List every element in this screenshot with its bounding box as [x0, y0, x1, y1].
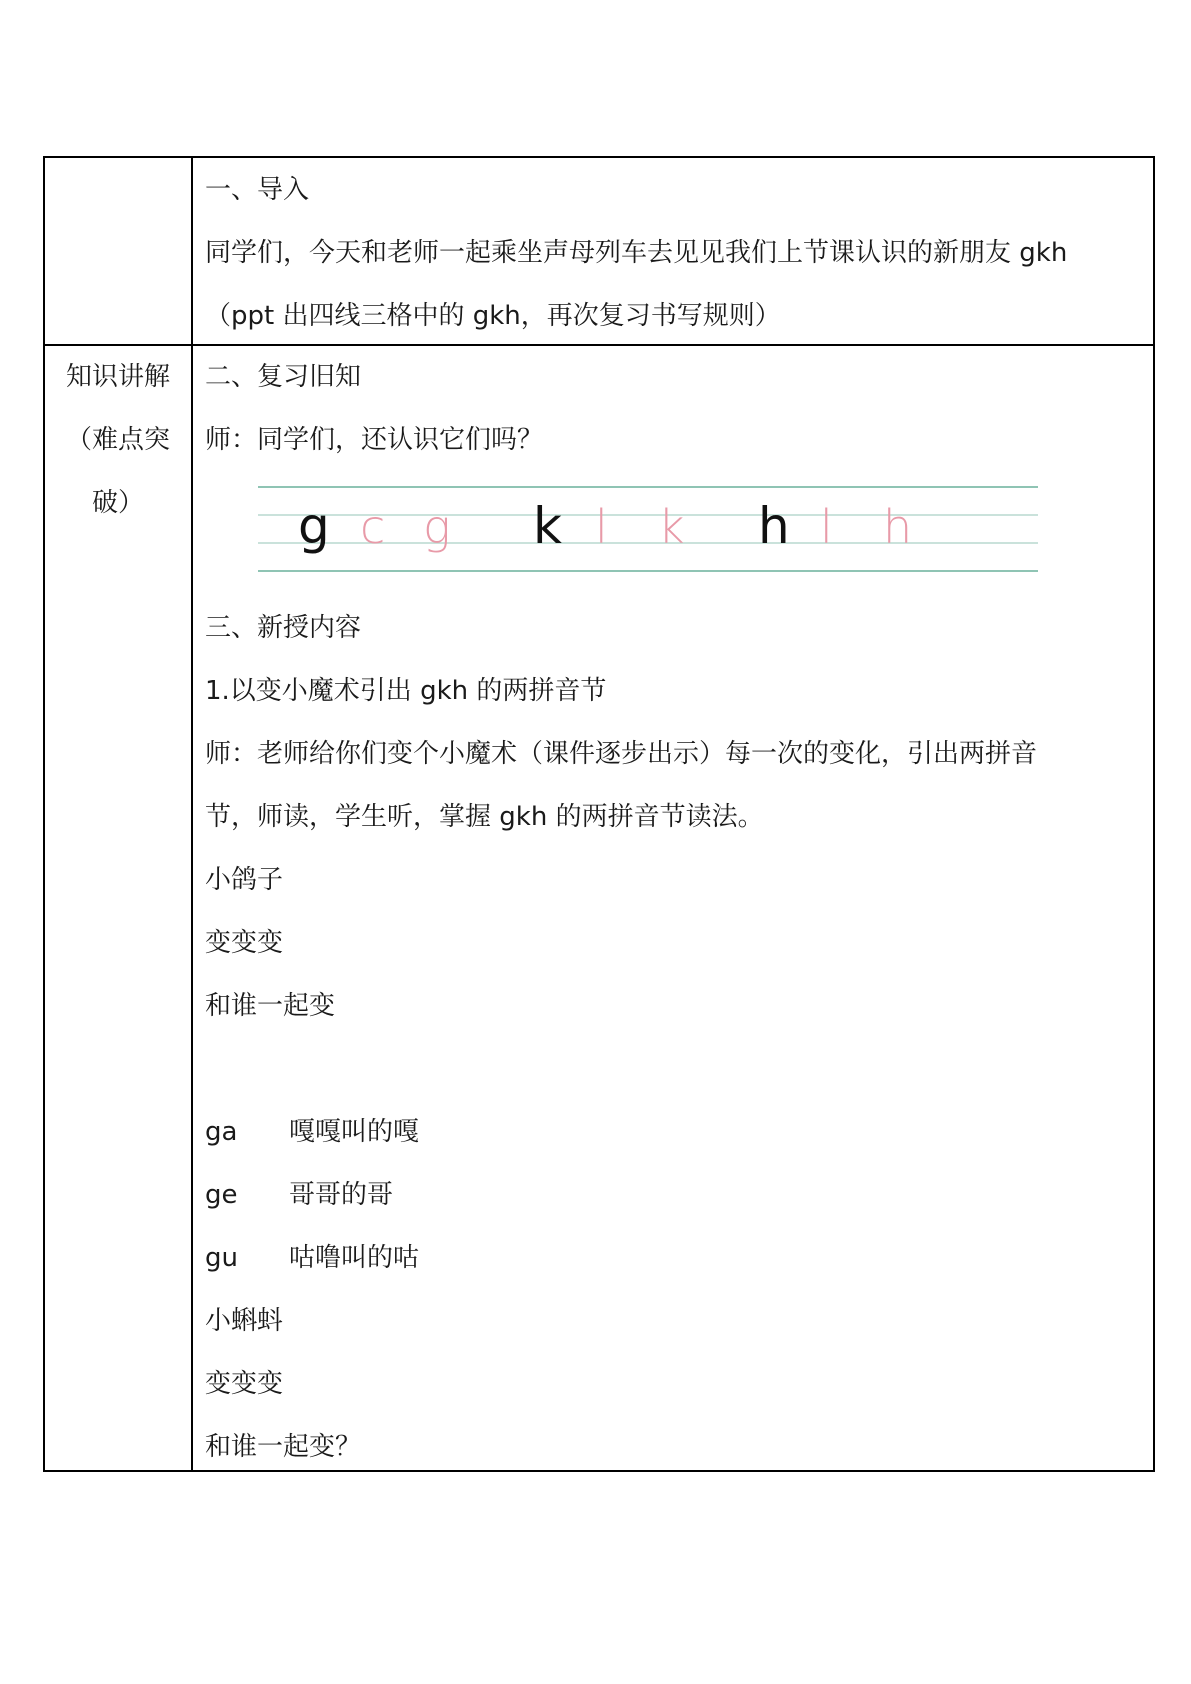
intro-cell	[205, 159, 1067, 348]
new-content-heading: 三、新授内容	[205, 613, 362, 643]
section-label-line-2: （难点突	[65, 425, 170, 455]
stroke-order-glyph: c	[360, 500, 386, 554]
teacher-line-1: 师：老师给你们变个小魔术（课件逐步出示）每一次的变化，引出两拼音	[205, 739, 1038, 769]
syllable-pinyin: ga	[205, 1117, 238, 1147]
syllable-word: 哥哥的哥	[289, 1180, 394, 1210]
magic-2-line-1: 小蝌蚪	[205, 1306, 284, 1336]
syllable-row	[205, 1164, 1037, 1227]
syllable-pinyin: gu	[205, 1243, 238, 1273]
teacher-question: 师：同学们，还认识它们吗？	[205, 425, 544, 455]
pinyin-letter-h: h	[758, 497, 790, 555]
stroke-order-glyph: l	[820, 500, 833, 554]
magic-2-line-3: 和谁一起变？	[205, 1432, 362, 1462]
review-heading: 二、复习旧知	[205, 362, 362, 392]
intro-line-2: （ppt 出四线三格中的 gkh，再次复习书写规则）	[205, 301, 781, 331]
table-border-right	[1153, 156, 1155, 1472]
new-content-cell	[205, 597, 1037, 1479]
lesson-table	[43, 156, 1155, 1472]
syllable-pinyin: ge	[205, 1180, 238, 1210]
review-cell	[205, 346, 543, 472]
magic-1-line-3: 和谁一起变	[205, 991, 336, 1021]
syllable-word: 咕噜叫的咕	[289, 1243, 420, 1273]
pinyin-four-line-chart	[258, 481, 1048, 587]
section-label	[43, 346, 193, 535]
item-1: 1.以变小魔术引出 gkh 的两拼音节	[205, 676, 607, 706]
syllable-word: 嘎嘎叫的嘎	[289, 1117, 420, 1147]
magic-1-line-2: 变变变	[205, 928, 284, 958]
pinyin-letter-g: g	[298, 497, 330, 555]
pinyin-letter-k: k	[533, 497, 562, 555]
stroke-order-glyph: l	[595, 500, 608, 554]
section-label-line-3: 破）	[91, 488, 144, 518]
magic-2-line-2: 变变变	[205, 1369, 284, 1399]
stroke-order-glyph: k	[658, 500, 685, 554]
syllable-row	[205, 1101, 1037, 1164]
teacher-line-2: 节，师读，学生听，掌握 gkh 的两拼音节读法。	[205, 802, 764, 832]
syllable-row	[205, 1227, 1037, 1290]
blank-line	[205, 1038, 1037, 1101]
magic-1-line-1: 小鸽子	[205, 865, 284, 895]
intro-line-1: 同学们，今天和老师一起乘坐声母列车去见见我们上节课认识的新朋友 gkh	[205, 238, 1068, 268]
section-label-line-1: 知识讲解	[65, 362, 170, 392]
stroke-order-glyph: h	[883, 500, 913, 554]
intro-heading: 一、导入	[205, 175, 310, 205]
table-border-top	[43, 156, 1155, 158]
stroke-order-glyph: g	[423, 500, 451, 554]
